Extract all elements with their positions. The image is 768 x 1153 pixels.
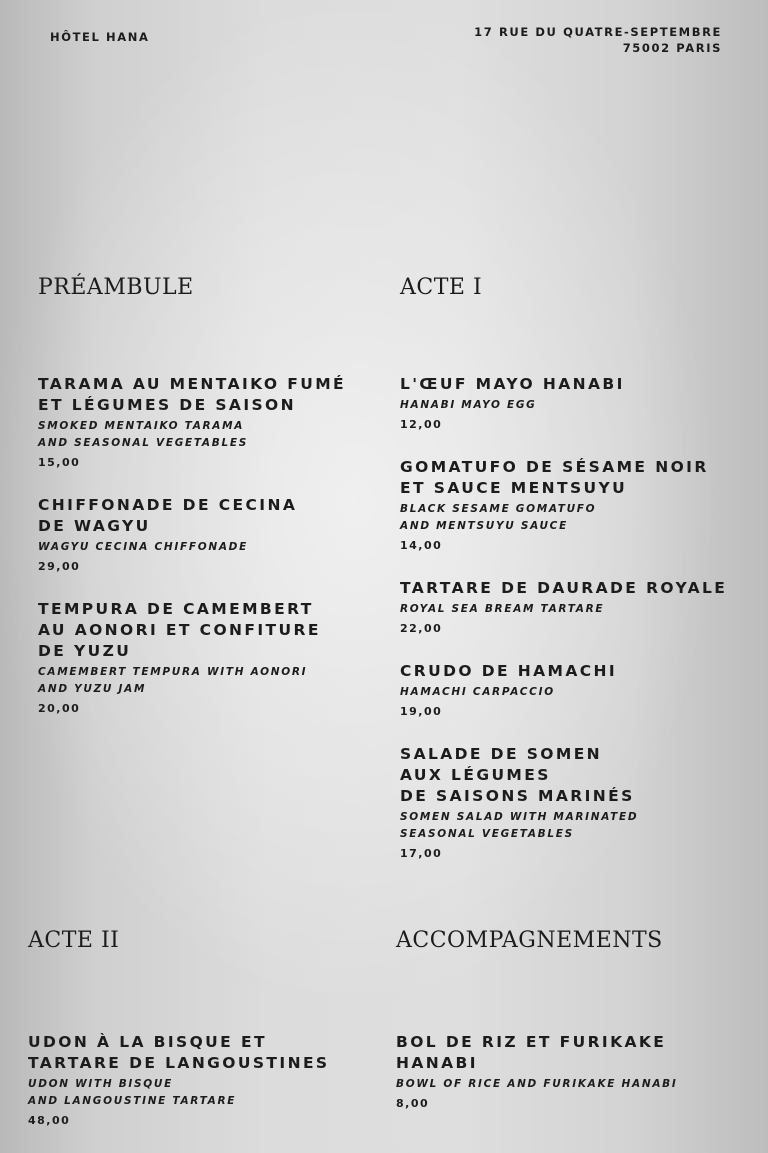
menu-item: [400, 374, 740, 433]
address-street: 17 RUE DU QUATRE-SEPTEMBRE: [474, 25, 722, 39]
address: [474, 24, 722, 56]
dish-name-fr: L'ŒUF MAYO HANABI: [400, 375, 625, 393]
dish-price: 48,00: [28, 1114, 71, 1127]
menu-item: [28, 1032, 368, 1129]
dish-price: 17,00: [400, 847, 443, 860]
menu-item: [38, 599, 358, 717]
dish-name-en: UDON WITH BISQUE AND LANGOUSTINE TARTARE: [28, 1078, 237, 1107]
dish-name-en: CAMEMBERT TEMPURA WITH AONORI AND YUZU JAM: [38, 666, 308, 695]
menu-item: [38, 374, 358, 471]
section-acte-2: [28, 928, 368, 1153]
dish-price: 20,00: [38, 702, 81, 715]
dish-name-fr: TARTARE DE DAURADE ROYALE: [400, 579, 728, 597]
address-city: 75002 PARIS: [622, 41, 722, 55]
dish-price: 12,00: [400, 418, 443, 431]
section-title: ACCOMPAGNEMENTS: [396, 928, 663, 953]
section-preambule: [38, 275, 358, 741]
menu-item: [396, 1032, 736, 1112]
dish-name-fr: CHIFFONADE DE CECINA DE WAGYU: [38, 496, 298, 535]
dish-name-en: HANABI MAYO EGG: [400, 399, 537, 411]
dish-price: 29,00: [38, 560, 81, 573]
section-title: PRÉAMBULE: [38, 275, 194, 300]
hotel-name: HÔTEL HANA: [50, 30, 150, 44]
dish-price: 19,00: [400, 705, 443, 718]
menu-item: [400, 661, 740, 720]
section-title: ACTE II: [28, 928, 120, 953]
section-title: ACTE I: [400, 275, 483, 300]
dish-name-en: BOWL OF RICE AND FURIKAKE HANABI: [396, 1078, 678, 1090]
dish-price: 15,00: [38, 456, 81, 469]
dish-name-fr: SALADE DE SOMEN AUX LÉGUMES DE SAISONS MARINÉS: [400, 745, 635, 805]
dish-price: 8,00: [396, 1097, 430, 1110]
dish-name-en: SMOKED MENTAIKO TARAMA AND SEASONAL VEGETABLES: [38, 420, 248, 449]
dish-name-en: WAGYU CECINA CHIFFONADE: [38, 541, 248, 553]
dish-name-en: HAMACHI CARPACCIO: [400, 686, 555, 698]
dish-name-fr: TEMPURA DE CAMEMBERT AU AONORI ET CONFITURE DE YUZU: [38, 600, 321, 660]
dish-name-fr: BOL DE RIZ ET FURIKAKE HANABI: [396, 1033, 667, 1072]
menu-item: [400, 578, 740, 637]
dish-name-fr: CRUDO DE HAMACHI: [400, 662, 618, 680]
menu-item: [38, 495, 358, 575]
dish-name-en: ROYAL SEA BREAM TARTARE: [400, 603, 605, 615]
dish-name-fr: TARAMA AU MENTAIKO FUMÉ ET LÉGUMES DE SAISON: [38, 375, 347, 414]
dish-price: 14,00: [400, 539, 443, 552]
dish-name-fr: GOMATUFO DE SÉSAME NOIR ET SAUCE MENTSUYU: [400, 458, 709, 497]
dish-name-en: BLACK SESAME GOMATUFO AND MENTSUYU SAUCE: [400, 503, 597, 532]
dish-name-fr: UDON À LA BISQUE ET TARTARE DE LANGOUSTINES: [28, 1033, 330, 1072]
dish-price: 22,00: [400, 622, 443, 635]
section-accompagnements: [396, 928, 736, 1136]
menu-item: [400, 457, 740, 554]
section-acte-1: [400, 275, 740, 886]
dish-name-en: SOMEN SALAD WITH MARINATED SEASONAL VEGETABLES: [400, 811, 639, 840]
menu-item: [400, 744, 740, 862]
